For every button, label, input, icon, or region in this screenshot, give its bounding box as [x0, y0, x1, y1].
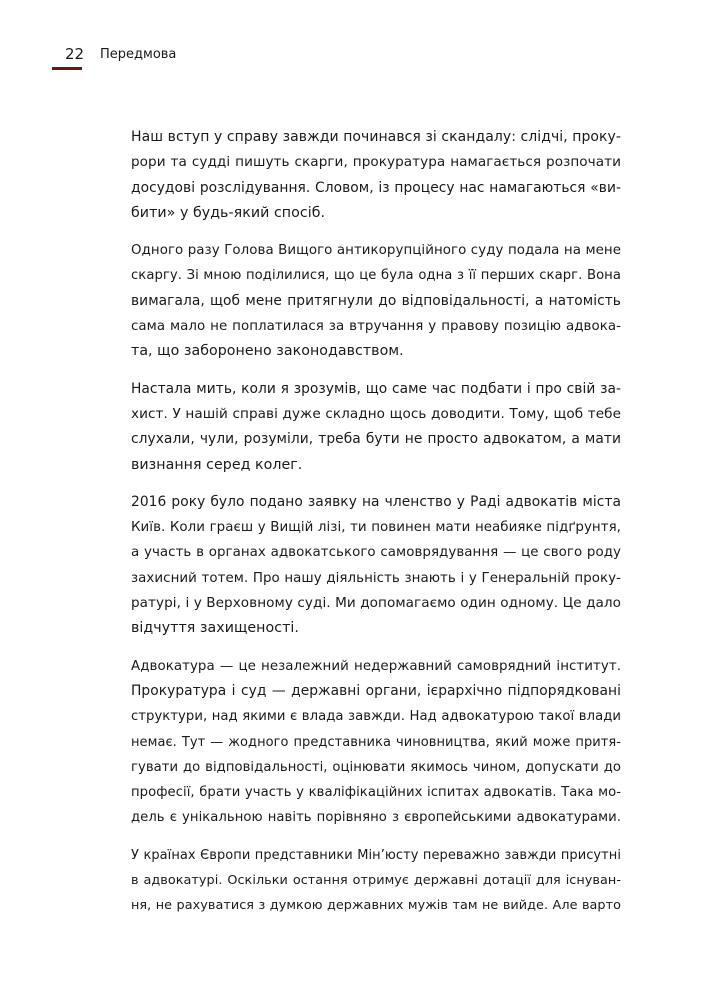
paragraph-3 [131, 377, 621, 478]
page-header [0, 0, 704, 80]
text-line: рори та судді пишуть скарги, прокуратура намагається розпочати [131, 154, 621, 171]
paragraph-2 [131, 238, 621, 364]
text-line: скаргу. Зі мною поділилися, що це була одна з її перших скарг. Вона [131, 268, 621, 284]
text-line: ратурі, і у Верховному суді. Ми допомагаємо один одному. Це дало [131, 595, 621, 612]
text-line: досудові розслідування. Словом, із процесу нас намагаються «ви- [131, 179, 621, 196]
text-line: а участь в органах адвокатського самоврядування — це свого роду [131, 545, 621, 561]
text-line: захисний тотем. Про нашу діяльність знають і у Генеральній проку- [131, 570, 621, 586]
paragraph-5 [131, 654, 621, 831]
text-line: структури, над якими є влада завжди. Над адвокатурою такої влади [131, 709, 621, 725]
text-line: Наш вступ у справу завжди починався зі скандалу: слідчі, проку- [131, 129, 621, 145]
text-line: Адвокатура — це незалежний недержавний самоврядний інститут. [131, 658, 621, 674]
text-line: професії, брати участь у кваліфікаційних іспитах адвокатів. Така мо- [131, 785, 621, 801]
text-line: Прокуратура і суд — державні органи, ієрархічно підпорядковані [131, 682, 621, 699]
text-line: дель є унікальною навіть порівняно з європейськими адвокатурами. [131, 810, 621, 826]
text-line: 2016 року було подано заявку на членство у Раді адвокатів міста [131, 493, 621, 510]
paragraph-1 [131, 125, 621, 226]
text-line: вимагала, щоб мене притягнули до відповідальності, а натомість [131, 292, 621, 309]
text-line: Настала мить, коли я зрозумів, що саме час подбати і про свій за- [131, 380, 621, 397]
page-number: 22 [65, 45, 85, 63]
text-line: сама мало не поплатилася за втручання у правову позицію адвока- [131, 319, 621, 335]
text-line: бити» у будь-який спосіб. [131, 204, 326, 221]
paragraph-4 [131, 490, 621, 642]
text-line: хист. У нашій справі дуже складно щось доводити. Тому, щоб тебе [131, 405, 621, 422]
text-line: та, що заборонено законодавством. [131, 343, 404, 360]
text-line: слухали, чули, розуміли, треба бути не просто адвокатом, а мати [131, 431, 621, 448]
text-line: гувати до відповідальності, оцінювати якимось чином, допускати до [131, 759, 621, 775]
text-line: немає. Тут — жодного представника чиновництва, який може притя- [131, 734, 621, 750]
paragraph-6 [131, 843, 621, 919]
text-line: в адвокатурі. Оскільки остання отримує державні дотації для існуван- [131, 873, 621, 889]
text-line: визнання серед колег. [131, 456, 303, 473]
text-line: У країнах Європи представники Мін’юсту переважно завжди присутні [131, 847, 621, 863]
text-line: Київ. Коли граєш у Вищій лізі, ти повинен мати неабияке підґрунтя, [131, 520, 621, 536]
text-line: Одного разу Голова Вищого антикорупційного суду подала на мене [131, 243, 621, 259]
text-line: ня, не рахуватися з думкою державних мужів там не вийде. Але варто [131, 898, 621, 914]
text-line: відчуття захищеності. [131, 620, 299, 637]
header-accent-rule [52, 67, 82, 70]
body-text [131, 125, 621, 931]
running-title: Передмова [100, 47, 177, 62]
